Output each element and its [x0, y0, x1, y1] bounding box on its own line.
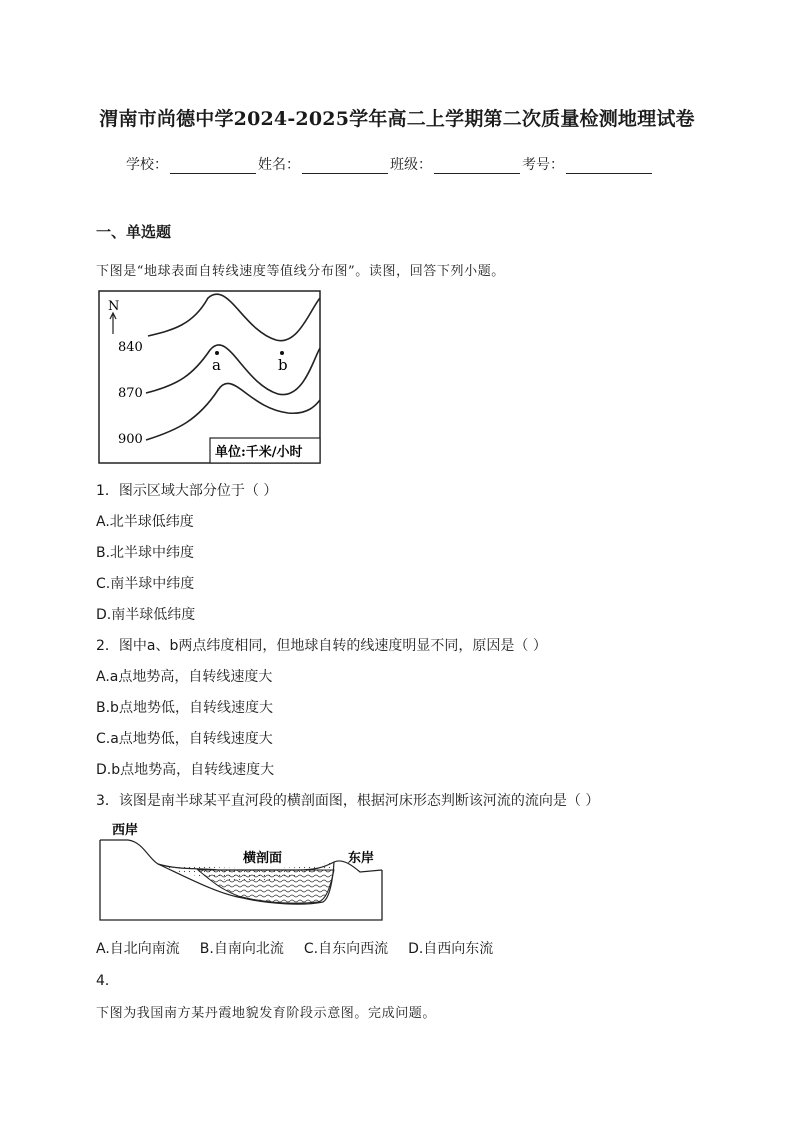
q1-option-c[interactable]: C.南半球中纬度 [96, 576, 195, 592]
q3-stem: 3．该图是南半球某平直河段的横剖面图，根据河床形态判断该河流的流向是（ ） [96, 793, 600, 809]
contour-label-840: 840 [118, 340, 143, 355]
school-blank[interactable] [170, 156, 256, 174]
q1-stem: 1．图示区域大部分位于（ ） [96, 483, 278, 499]
q3-option-a[interactable]: A.自北向南流 [96, 941, 180, 957]
contour-label-870: 870 [118, 386, 143, 401]
east-bank-label: 东岸 [348, 851, 375, 866]
point-b-label: b [278, 356, 288, 374]
point-a-label: a [212, 356, 221, 374]
point-a-marker [215, 351, 219, 355]
q3-option-d[interactable]: D.自西向东流 [408, 941, 494, 957]
q2-option-a[interactable]: A.a点地势高，自转线速度大 [96, 669, 273, 685]
section-heading: 一、单选题 [96, 223, 172, 241]
number-label: 考号： [522, 157, 564, 173]
q1-option-a[interactable]: A.北半球低纬度 [96, 514, 194, 530]
q3-options-row [96, 938, 493, 958]
name-label: 姓名： [258, 157, 300, 173]
number-blank[interactable] [566, 156, 652, 174]
q4-number: 4． [96, 973, 119, 989]
school-label: 学校： [126, 157, 168, 173]
class-label: 班级： [390, 157, 432, 173]
q1-option-b[interactable]: B.北半球中纬度 [96, 545, 195, 561]
page-title: 渭南市尚德中学2024-2025学年高二上学期第二次质量检测地理试卷 [99, 108, 695, 130]
section-label: 横剖面 [243, 851, 283, 866]
q2-option-d[interactable]: D.b点地势高，自转线速度大 [96, 762, 275, 778]
river-water [198, 870, 334, 903]
terrain-profile [100, 840, 382, 872]
north-label: N [108, 299, 120, 314]
intro-text-1: 下图是“地球表面自转线速度等值线分布图”。读图，回答下列小题。 [96, 264, 505, 279]
student-info-row [126, 154, 654, 174]
point-b-marker [280, 351, 284, 355]
q3-option-c[interactable]: C.自东向西流 [303, 941, 389, 957]
name-blank[interactable] [302, 156, 388, 174]
river-cross-section-figure [98, 818, 388, 924]
unit-label: 单位:千米/小时 [215, 445, 303, 460]
contour-label-900: 900 [118, 432, 143, 447]
q2-option-c[interactable]: C.a点地势低，自转线速度大 [96, 731, 273, 747]
contour-map-figure [98, 290, 322, 465]
q3-option-b[interactable]: B.自南向北流 [199, 941, 284, 957]
q2-option-b[interactable]: B.b点地势低，自转线速度大 [96, 700, 273, 716]
class-blank[interactable] [434, 156, 520, 174]
q2-stem: 2．图中a、b两点纬度相同，但地球自转的线速度明显不同，原因是（ ） [96, 638, 547, 654]
q1-option-d[interactable]: D.南半球低纬度 [96, 607, 196, 623]
q4-intro: 下图为我国南方某丹霞地貌发育阶段示意图。完成问题。 [96, 1006, 437, 1021]
west-bank-label: 西岸 [112, 823, 139, 838]
